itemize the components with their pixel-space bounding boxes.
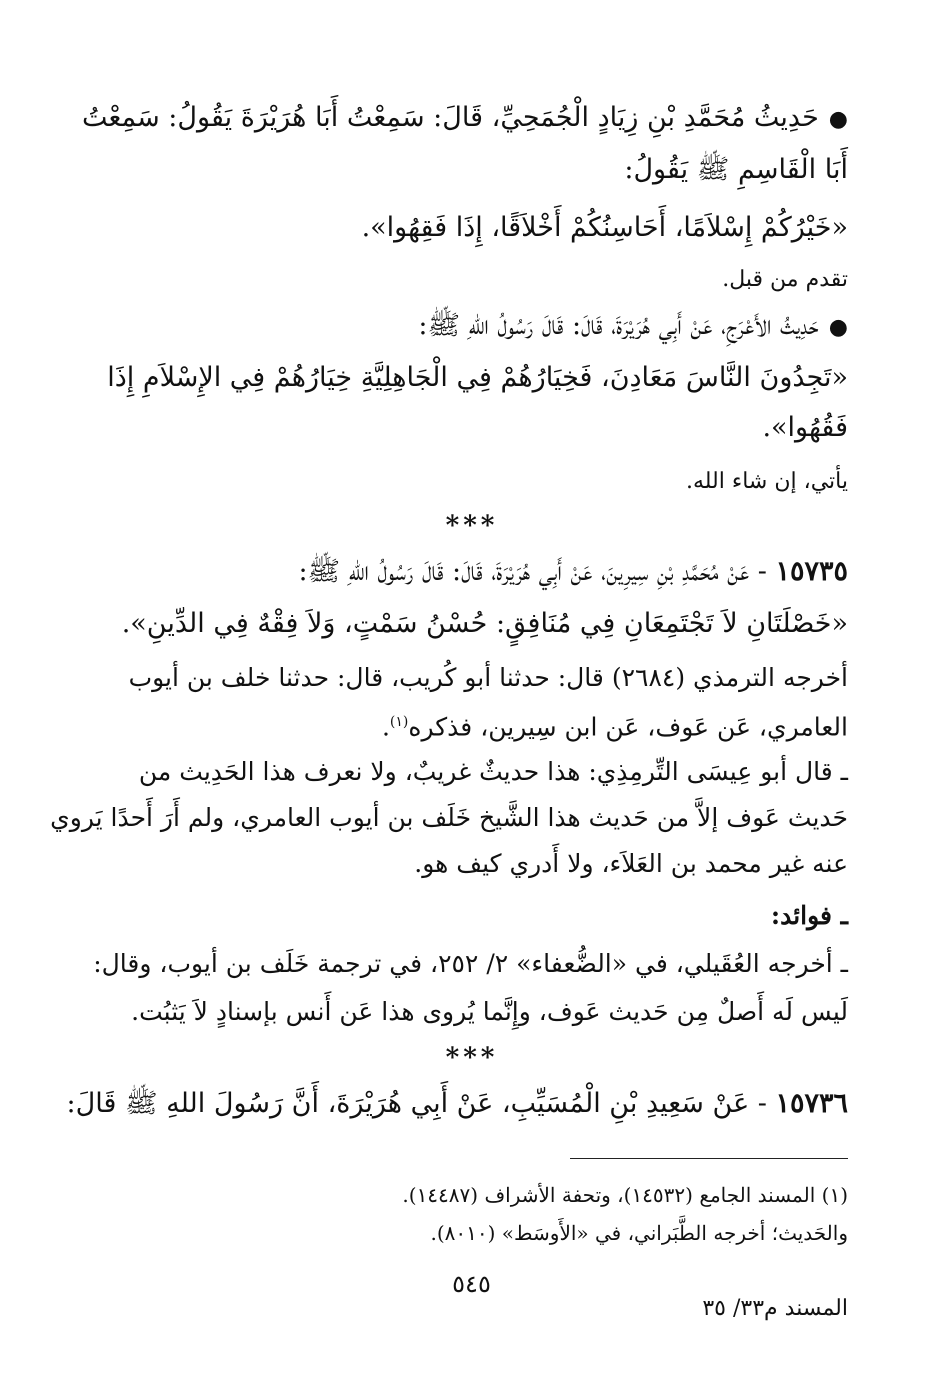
paragraph2-hadith-end: فَقُهُوا».: [762, 412, 848, 443]
bullet-marker: ●: [828, 107, 848, 132]
hadith-number: ١٥٧٣٥: [775, 556, 848, 587]
takhrij-line1: أخرجه الترمذي (٢٦٨٤) قال: حدثنا أبو كُريب، قال: حدثنا خلف بن أيوب: [128, 663, 848, 692]
section-separator: ***: [445, 511, 499, 541]
fawaid-line1: ـ أخرجه العُقَيلي، في «الضُّعفاء» ٢/ ٢٥٢، في ترجمة خَلَف بن أيوب، وقال:: [93, 949, 848, 978]
paragraph2-note: يأتي، إن شاء الله.: [685, 469, 848, 494]
footnote-2: والحَديث؛ أخرجه الطَّبَراني، في «الأَوسَط» (٨٠١٠).: [430, 1221, 848, 1245]
paragraph2-hadith-text: «تَجِدُونَ النَّاسَ مَعَادِنَ، فَخِيَارُهُمْ فِي الْجَاهِلِيَّةِ خِيَارُهُمْ فِي الإِسْلاَمِ إِذَا: [107, 362, 848, 393]
paragraph1-hadith-text: «خَيْرُكُمْ إِسْلاَمًا، أَحَاسِنُكُمْ أَخْلاَقًا، إِذَا فَقِهُوا».: [361, 212, 848, 243]
fawaid-line2: لَيس لَه أَصلٌ مِن حَديث عَوف، وإِنَّما يُروى هذا عَن أَنس بإسنادٍ لاَ يَثبُت.: [131, 997, 848, 1026]
printer-signature: المسند م٣٣/ ٣٥: [702, 1296, 848, 1321]
hadith-number: ١٥٧٣٦: [775, 1088, 848, 1119]
footnote-ref: (١): [389, 714, 409, 730]
tirmidhi-comment-line2: حَديث عَوف إلاَّ من حَديث هذا الشَّيخ خَلَف بن أيوب العامري، ولم أَرَ أَحدًا يَروي: [50, 803, 848, 832]
takhrij-line2-text: العامري، عَن عَوف، عَن ابن سِيرين، فذكره: [408, 712, 848, 742]
fawaid-heading: ـ فوائد:: [770, 901, 848, 930]
hadith-15735-isnad: - عَنْ مُحَمَّدِ بْنِ سِيرِينَ، عَنْ أَبِي هُرَيْرَةَ، قَالَ: قَالَ رَسُولُ اللهِ ﷺ:: [298, 556, 767, 587]
hadith-15735-heading: [96, 554, 848, 590]
tirmidhi-comment-line1: ـ قال أبو عِيسَى التِّرمِذِي: هذا حديثٌ غريبٌ، ولا نعرف هذا الحَدِيث من: [138, 757, 848, 786]
paragraph1-note: تقدم من قبل.: [722, 267, 848, 292]
hadith-15736-heading: [66, 1086, 848, 1122]
hadith-15736-isnad: - عَنْ سَعِيدِ بْنِ الْمُسَيِّبِ، عَنْ أَبِي هُرَيْرَةَ، أَنَّ رَسُولَ اللهِ ﷺ قَالَ:: [66, 1088, 767, 1119]
takhrij-line2-end: .: [381, 712, 390, 742]
page-number: ٥٤٥: [452, 1270, 491, 1298]
paragraph2-line1-text: حَدِيثُ الأَعْرَجِ، عَنْ أَبِي هُرَيْرَةَ، قَالَ: قَالَ رَسُولُ اللهِ ﷺ:: [418, 310, 819, 341]
paragraph1-line1-text: حَدِيثُ مُحَمَّدِ بْنِ زِيَادٍ الْجُمَحِيِّ، قَالَ: سَمِعْتُ أَبَا هُرَيْرَةَ يَقُولُ: سَمِعْتُ: [81, 102, 819, 133]
takhrij-line2: [96, 704, 848, 745]
footnote-divider: [570, 1158, 848, 1159]
paragraph2-line1: [96, 308, 848, 346]
tirmidhi-comment-line3: عنه غير محمد بن العَلاَء، ولا أَدري كيف هو.: [414, 849, 848, 878]
bullet-marker: ●: [828, 315, 848, 340]
footnote-1: (١) المسند الجامع (١٤٥٣٢)، وتحفة الأشراف (١٤٤٨٧).: [402, 1183, 848, 1207]
section-separator: ***: [445, 1043, 499, 1073]
hadith-15735-text: «خَصْلَتَانِ لاَ تَجْتَمِعَانِ فِي مُنَافِقٍ: حُسْنُ سَمْتٍ، وَلاَ فِقْهٌ فِي الدِّينِ».: [121, 608, 848, 639]
paragraph1-line1: [81, 100, 848, 138]
paragraph1-line2: أَبَا الْقَاسِمِ ﷺ يَقُولُ:: [624, 154, 848, 185]
